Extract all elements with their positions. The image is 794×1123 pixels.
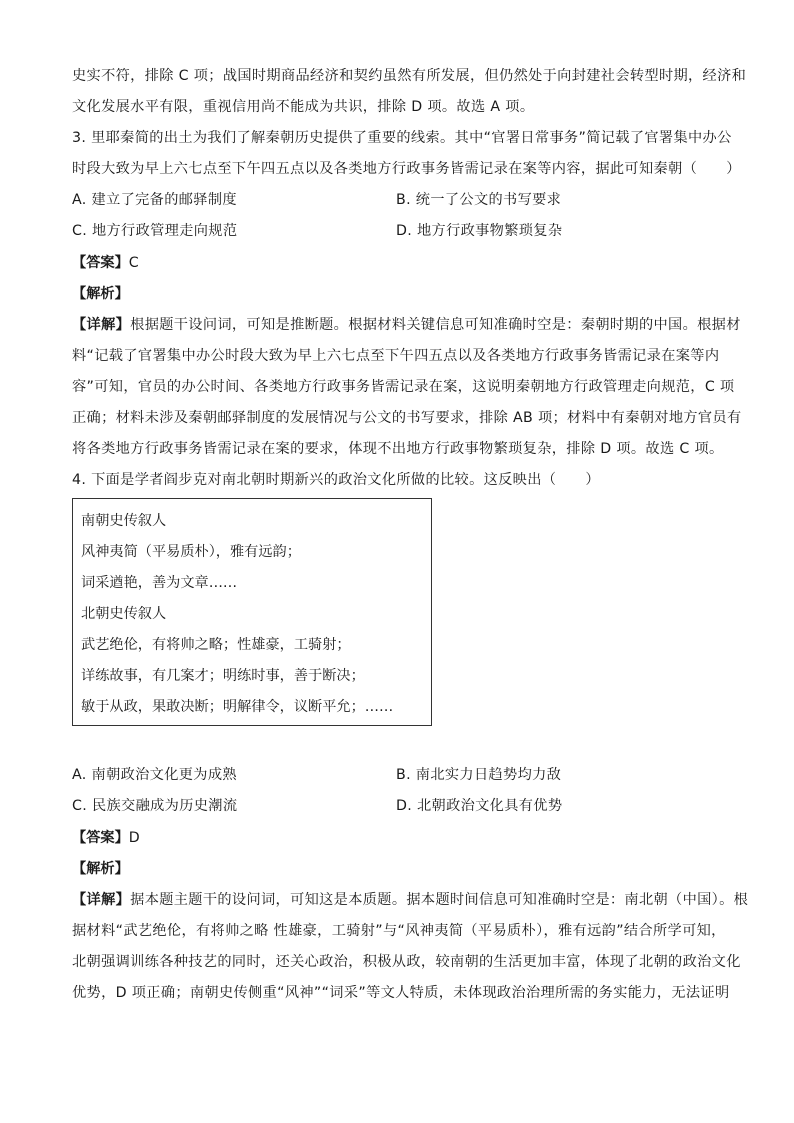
q4-answer-value: D [128, 830, 140, 846]
q3-analysis-label: 【解析】 [72, 286, 129, 302]
q3-answer-value: C [128, 255, 139, 271]
q4-detail-line-1 [72, 890, 748, 910]
q4-box-line-1: 南朝史传叙人 [81, 513, 167, 529]
q4-box-line-4: 北朝史传叙人 [81, 606, 167, 622]
q3-detail-line-1 [72, 315, 741, 335]
q4-answer [72, 828, 140, 848]
q4-box-line-2: 风神夷简（平易质朴），雅有远韵； [81, 544, 301, 560]
q4-box-line-6: 详练故事，有几案才；明练时事，善于断决； [81, 668, 365, 684]
q4-stem: 4. 下面是学者阎步克对南北朝时期新兴的政治文化所做的比较。这反映出（ ） [72, 472, 600, 488]
q4-option-c: C. 民族交融成为历史潮流 [72, 798, 238, 814]
q4-box-line-7: 敏于从政，果敢决断；明解律令，议断平允；…… [81, 699, 394, 715]
q4-analysis-label: 【解析】 [72, 861, 129, 877]
q4-option-d: D. 北朝政治文化具有优势 [396, 798, 563, 814]
q3-answer [72, 253, 139, 273]
q3-option-c: C. 地方行政管理走向规范 [72, 223, 238, 239]
intro-line-1: 史实不符，排除 C 项；战国时期商品经济和契约虽然有所发展，但仍然处于向封建社会转型时期，经济和 [72, 68, 747, 84]
q3-detail-text-1: 根据题干设问词，可知是推断题。根据材料关键信息可知准确时空是：秦朝时期的中国。根据材 [130, 317, 741, 333]
q4-box-line-5: 武艺绝伦，有将帅之略；性雄豪，工骑射； [81, 637, 351, 653]
q4-option-a: A. 南朝政治文化更为成熟 [72, 767, 237, 783]
intro-line-2: 文化发展水平有限，重视信用尚不能成为共识，排除 D 项。故选 A 项。 [72, 99, 535, 115]
q3-option-b: B. 统一了公文的书写要求 [396, 192, 562, 208]
q3-analysis-heading [72, 284, 129, 304]
q3-detail-label: 【详解】 [72, 317, 131, 333]
q3-detail-line-4: 正确；材料未涉及秦朝邮驿制度的发展情况与公文的书写要求，排除 AB 项；材料中有秦朝对地方官员有 [72, 410, 742, 426]
q4-material-box [72, 498, 432, 726]
q3-option-a: A. 建立了完备的邮驿制度 [72, 192, 237, 208]
q4-option-b: B. 南北实力日趋势均力敌 [396, 767, 562, 783]
q4-detail-line-3: 北朝强调训练各种技艺的同时，还关心政治，积极从政，较南朝的生活更加丰富，体现了北朝的政治文化 [72, 954, 741, 970]
q4-detail-line-4: 优势，D 项正确；南朝史传侧重“风神”“词采”等文人特质，未体现政治治理所需的务实能力，无法证明 [72, 985, 730, 1001]
q4-answer-label: 【答案】 [72, 830, 129, 846]
q4-detail-label: 【详解】 [72, 892, 131, 908]
q3-detail-line-2: 料“记载了官署集中办公时段大致为早上六七点至下午四五点以及各类地方行政事务皆需记录在案等内 [72, 348, 720, 364]
q3-answer-label: 【答案】 [72, 255, 129, 271]
q4-detail-line-2: 据材料“武艺绝伦，有将帅之略 性雄豪，工骑射”与“风神夷简（平易质朴），雅有远韵”结合所学可知， [72, 923, 726, 939]
q3-stem-line-1: 3. 里耶秦简的出土为我们了解秦朝历史提供了重要的线索。其中“官署日常事务”简记载了官署集中办公 [72, 130, 732, 146]
q4-detail-text-1: 据本题主题干的设问词，可知这是本质题。据本题时间信息可知准确时空是：南北朝（中国）。根 [130, 892, 749, 908]
q4-analysis-heading [72, 859, 129, 879]
q3-detail-line-5: 将各类地方行政事务皆需记录在案的要求，体现不出地方行政事物繁琐复杂，排除 D 项。故选 C 项。 [72, 441, 724, 457]
q3-option-d: D. 地方行政事物繁琐复杂 [396, 223, 563, 239]
q3-detail-line-3: 容”可知，官员的办公时间、各类地方行政事务皆需记录在案，这说明秦朝地方行政管理走向规范，C 项 [72, 379, 735, 395]
q3-stem-line-2: 时段大致为早上六七点至下午四五点以及各类地方行政事务皆需记录在案等内容，据此可知秦朝（ ） [72, 161, 741, 177]
q4-box-line-3: 词采遒艳，善为文章…… [81, 575, 238, 591]
